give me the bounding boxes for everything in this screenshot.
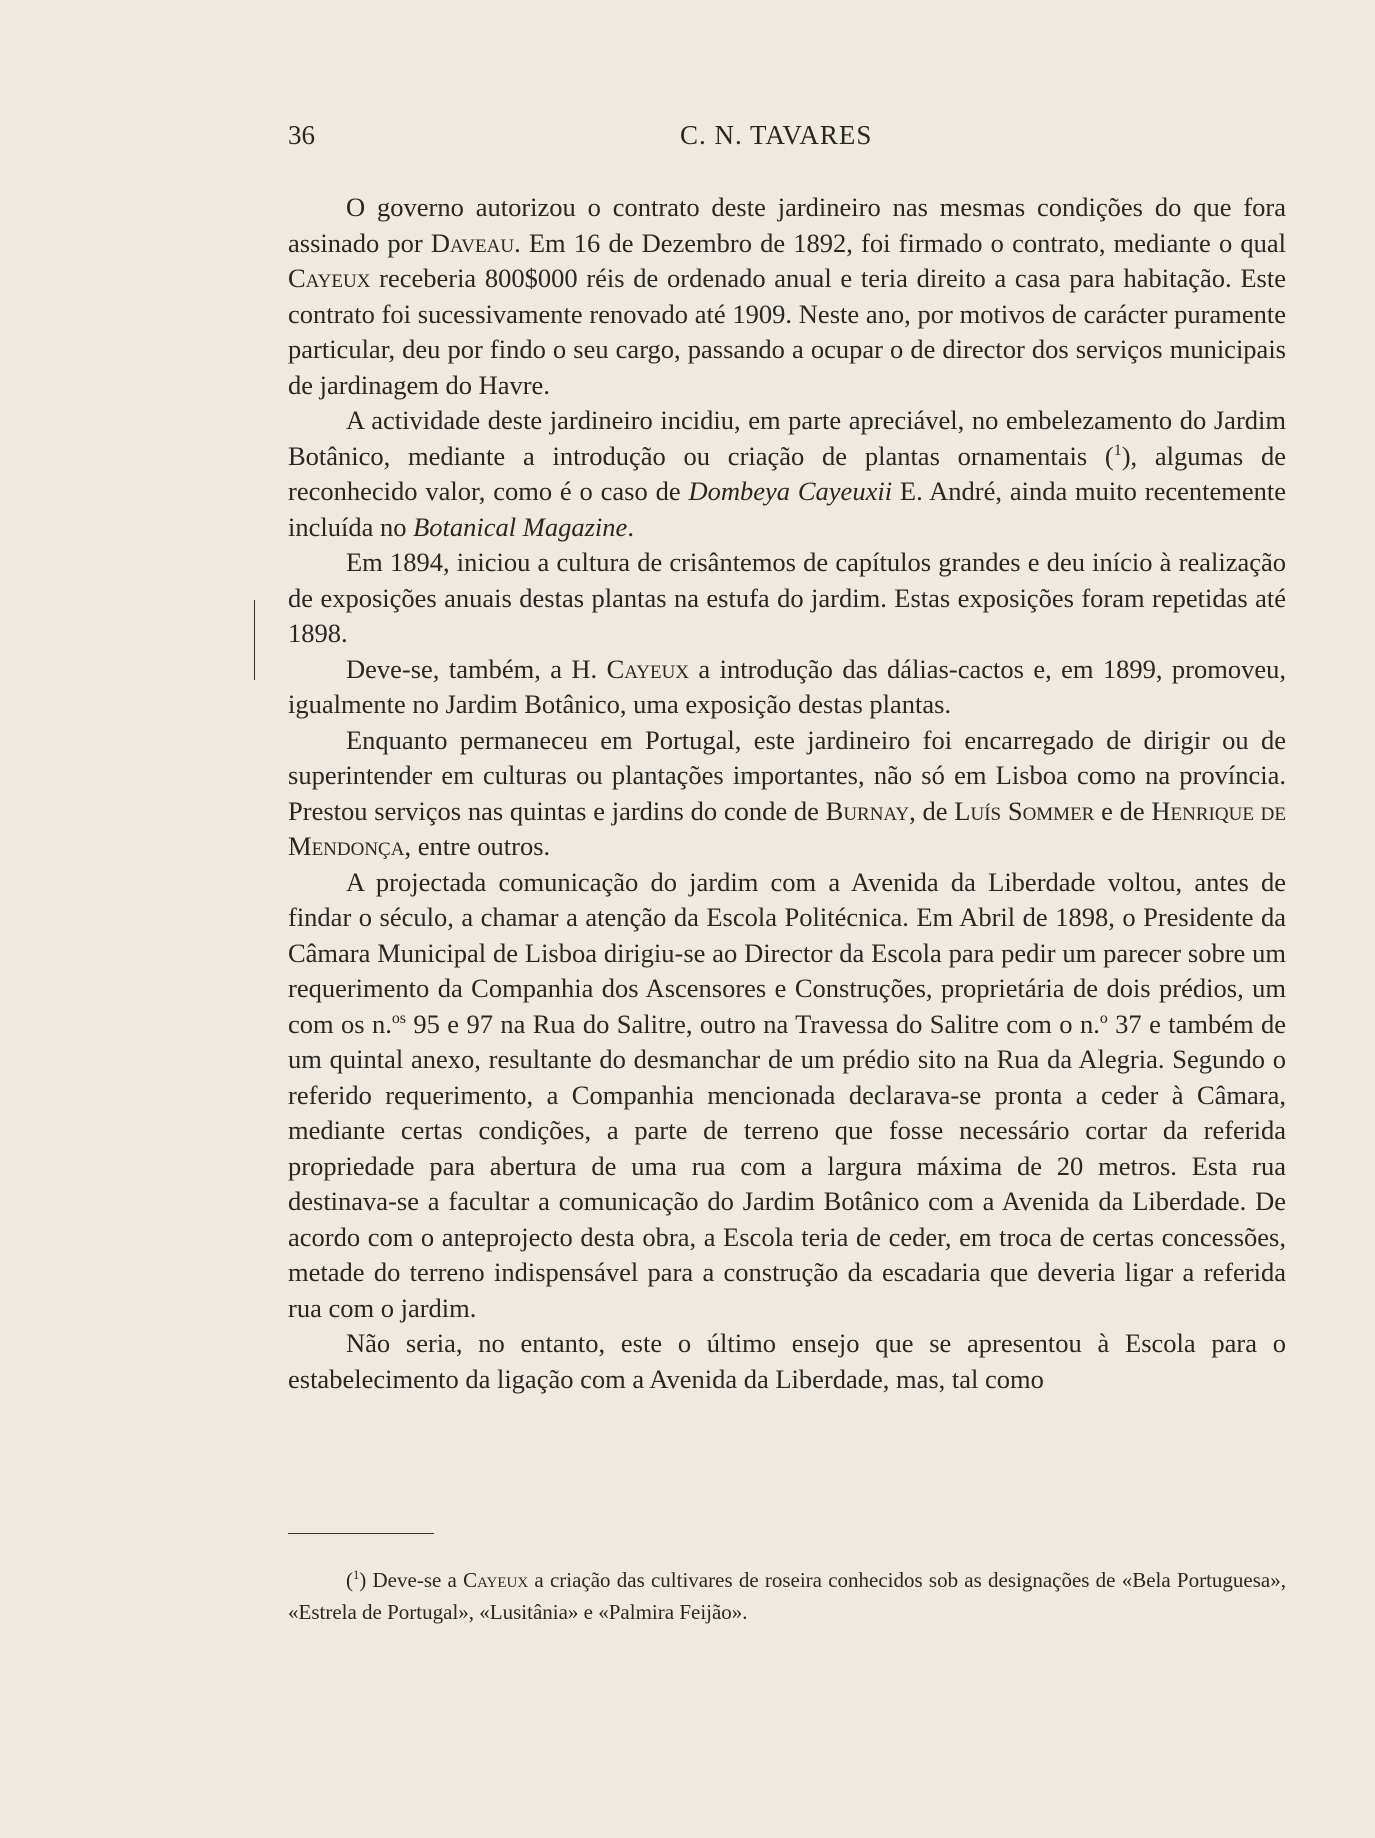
text-run: receberia 800$000 réis de ordenado anual e teria direito a casa para habitação. Este contrato foi sucessivamente renovado até 1909. Neste ano, por motivos de carácter puramente particular, deu por findo o seu cargo, passando a ocupar o de director dos serviços municipais de jardinagem do Havre. [288,263,1286,400]
paragraph-6 [288,865,1286,1327]
text-run: 37 e também de um quintal anexo, resultante do desmanchar de um prédio sito na Rua da Alegria. Segundo o referido requerimento, a Companhia mencionada declarava-se pronta a ceder à Câmara, mediante certas condições, a parte de terreno que fosse necessário cortar da referida propriedade para abertura de uma rua com a largura máxima de 20 metros. Esta rua destinava-se a facultar a comunicação do Jardim Botânico com a Avenida da Liberdade. De acordo com o anteprojecto desta obra, a Escola teria de ceder, em troca de certas concessões, metade do terreno indispensável para a construção da escadaria que deveria ligar a referida rua com o jardim. [288,1008,1286,1323]
person-name: Daveau [430,227,515,258]
paragraph-4 [288,652,1286,723]
text-run: A projectada comunicação do jardim com a Avenida da Liberdade voltou, antes de findar o século, a chamar a atenção da Escola Politécnica. Em Abril de 1898, o Presidente da Câmara Municipal de Lisboa dirigiu-se ao Director da Escola para pedir um parecer sobre um requerimento da Companhia dos Ascensores e Construções, proprietária de dois prédios, um com os n. [288,866,1286,1039]
running-head: C. N. TAVARES [680,120,873,150]
paragraph-7: Não seria, no entanto, este o último ensejo que se apresentou à Escola para o estabelecimento da ligação com a Avenida da Liberdade, mas, tal como [288,1328,1286,1394]
text-run: Deve-se, também, a H. [346,653,607,684]
text-run: . [627,511,634,542]
text-run: . Em 16 de Dezembro de 1892, foi firmado o contrato, mediante o qual [514,227,1286,258]
page-number: 36 [288,120,315,150]
person-name: Cayeux [288,263,371,293]
ordinal-superscript: o [1099,1009,1108,1027]
person-name: Henrique de Mendonça [288,795,1286,861]
species-name: Dombeya Cayeuxii [688,476,893,506]
text-run: , entre outros. [404,831,551,861]
footnote [288,1564,1286,1628]
person-name: Cayeux [463,1568,529,1592]
text-run: a introdução das dálias-cactos e, em 1899, promoveu, igualmente no Jardim Botânico, uma exposição destas plantas. [288,653,1287,719]
text-run: ), algumas de reconhecido valor, como é o caso de [288,440,1286,506]
text-run: O governo autorizou o contrato deste jardineiro nas mesmas condições do que fora assinado por [288,192,1286,258]
footnote-text: ($^1$) Deve-se a Cayeux a criação das cultivares de roseira conhecidos sob as designações de «Bela Portuguesa», «Estrela de Portugal», «Lusitânia» e «Palmira Feijão». [288,1568,1286,1624]
person-name: Cayeux [606,653,690,684]
page-header [288,116,1288,156]
footnote-marker: 1 [353,1568,360,1582]
footnote-divider [288,1533,434,1534]
text-run: E. André, ainda muito recentemente incluída no [288,476,1286,542]
body-text [288,190,1286,1397]
text-run: Deve-se a [366,1568,464,1592]
paragraph-1 [288,190,1286,403]
text-run: , de [909,795,955,826]
person-name: Luís Sommer [954,795,1095,826]
text-run: e de [1094,795,1152,826]
text-run: a criação das cultivares de roseira conhecidos sob as designações de «Bela Portuguesa», «Estrela de Portugal», «Lusitânia» e «Palmira Feijão». [288,1568,1286,1624]
journal-title: Botanical Magazine [413,511,628,542]
text-run: Enquanto permaneceu em Portugal, este jardineiro foi encarregado de dirigir ou de superintender em culturas ou plantações importantes, não só em Lisboa como na província. Prestou serviços nas quintas e jardins do conde de [288,724,1286,826]
ordinal-superscript: os [391,1009,406,1027]
paragraph-2 [288,403,1286,545]
margin-mark [254,600,255,680]
text-run: A actividade deste jardineiro incidiu, em parte apreciável, no embelezamento do Jardim Botânico, mediante a introdução ou criação de plantas ornamentais ( [288,405,1286,471]
paragraph-5 [288,723,1286,865]
person-name: Burnay [825,795,910,826]
text-run: 95 e 97 na Rua do Salitre, outro na Travessa do Salitre com o n. [406,1008,1100,1039]
footnote-reference[interactable]: 1 [1113,441,1122,459]
paragraph-3: Em 1894, iniciou a cultura de crisântemos de capítulos grandes e deu início à realização de exposições anuais destas plantas na estufa do jardim. Estas exposições foram repetidas até 1898. [288,547,1286,648]
